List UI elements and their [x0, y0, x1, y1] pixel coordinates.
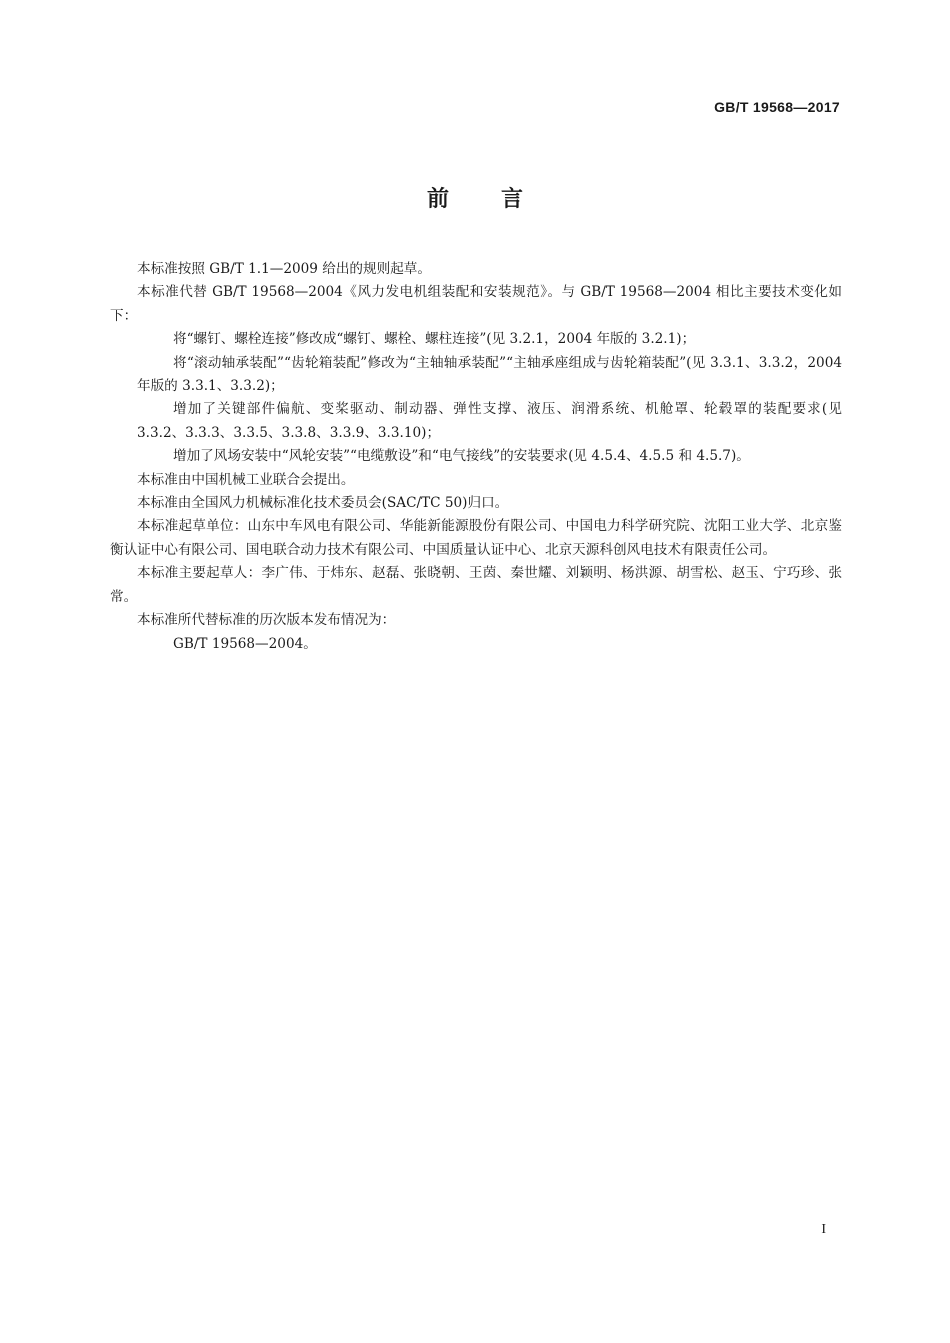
paragraph-previous-editions: 本标准所代替标准的历次版本发布情况为： [137, 612, 396, 629]
previous-edition-item: GB/T 19568—2004。 [173, 635, 317, 652]
change-item-bolt-connection: 将“螺钉、螺栓连接”修改成“螺钉、螺栓、螺柱连接”(见 3.2.1，2004 年版的 3.2.1)； [173, 331, 696, 348]
page-number: I [821, 1222, 826, 1237]
change-item-bearing-assembly: 将“滚动轴承装配”“齿轮箱装配”修改为“主轴轴承装配”“主轴承座组成与齿轮箱装配”(见 3.3.1、3.3.2，2004 年版的 3.3.1、3.3.2)； [137, 354, 842, 395]
paragraph-drafters: 本标准主要起草人：李广伟、于炜东、赵磊、张晓朝、王茵、秦世耀、刘颖明、杨洪源、胡雪松、赵玉、宁巧珍、张常。 [110, 565, 842, 605]
document-body [110, 258, 842, 656]
paragraph-replaces: 本标准代替 GB/T 19568—2004《风力发电机组装配和安装规范》。与 GB/T 19568—2004 相比主要技术变化如下： [110, 284, 842, 324]
change-item-site-installation: 增加了风场安装中“风轮安装”“电缆敷设”和“电气接线”的安装要求(见 4.5.4、4.5.5 和 4.5.7)。 [173, 448, 750, 465]
paragraph-proposed-by: 本标准由中国机械工业联合会提出。 [137, 471, 355, 488]
change-item-key-components: 增加了关键部件偏航、变桨驱动、制动器、弹性支撑、液压、润滑系统、机舱罩、轮毂罩的装配要求(见 3.3.2、3.3.3、3.3.5、3.3.8、3.3.9、3.3.10)； [137, 401, 842, 441]
paragraph-drafting-rules: 本标准按照 GB/T 1.1—2009 给出的规则起草。 [137, 261, 431, 277]
paragraph-drafting-units: 本标准起草单位：山东中车风电有限公司、华能新能源股份有限公司、中国电力科学研究院、沈阳工业大学、北京鉴衡认证中心有限公司、国电联合动力技术有限公司、中国质量认证中心、北京天源科创风电技术有限责任公司。 [110, 518, 842, 558]
standard-code: GB/T 19568—2017 [714, 99, 840, 115]
paragraph-centralized-by: 本标准由全国风力机械标准化技术委员会(SAC/TC 50)归口。 [137, 495, 509, 512]
page-title: 前言 [426, 187, 575, 212]
